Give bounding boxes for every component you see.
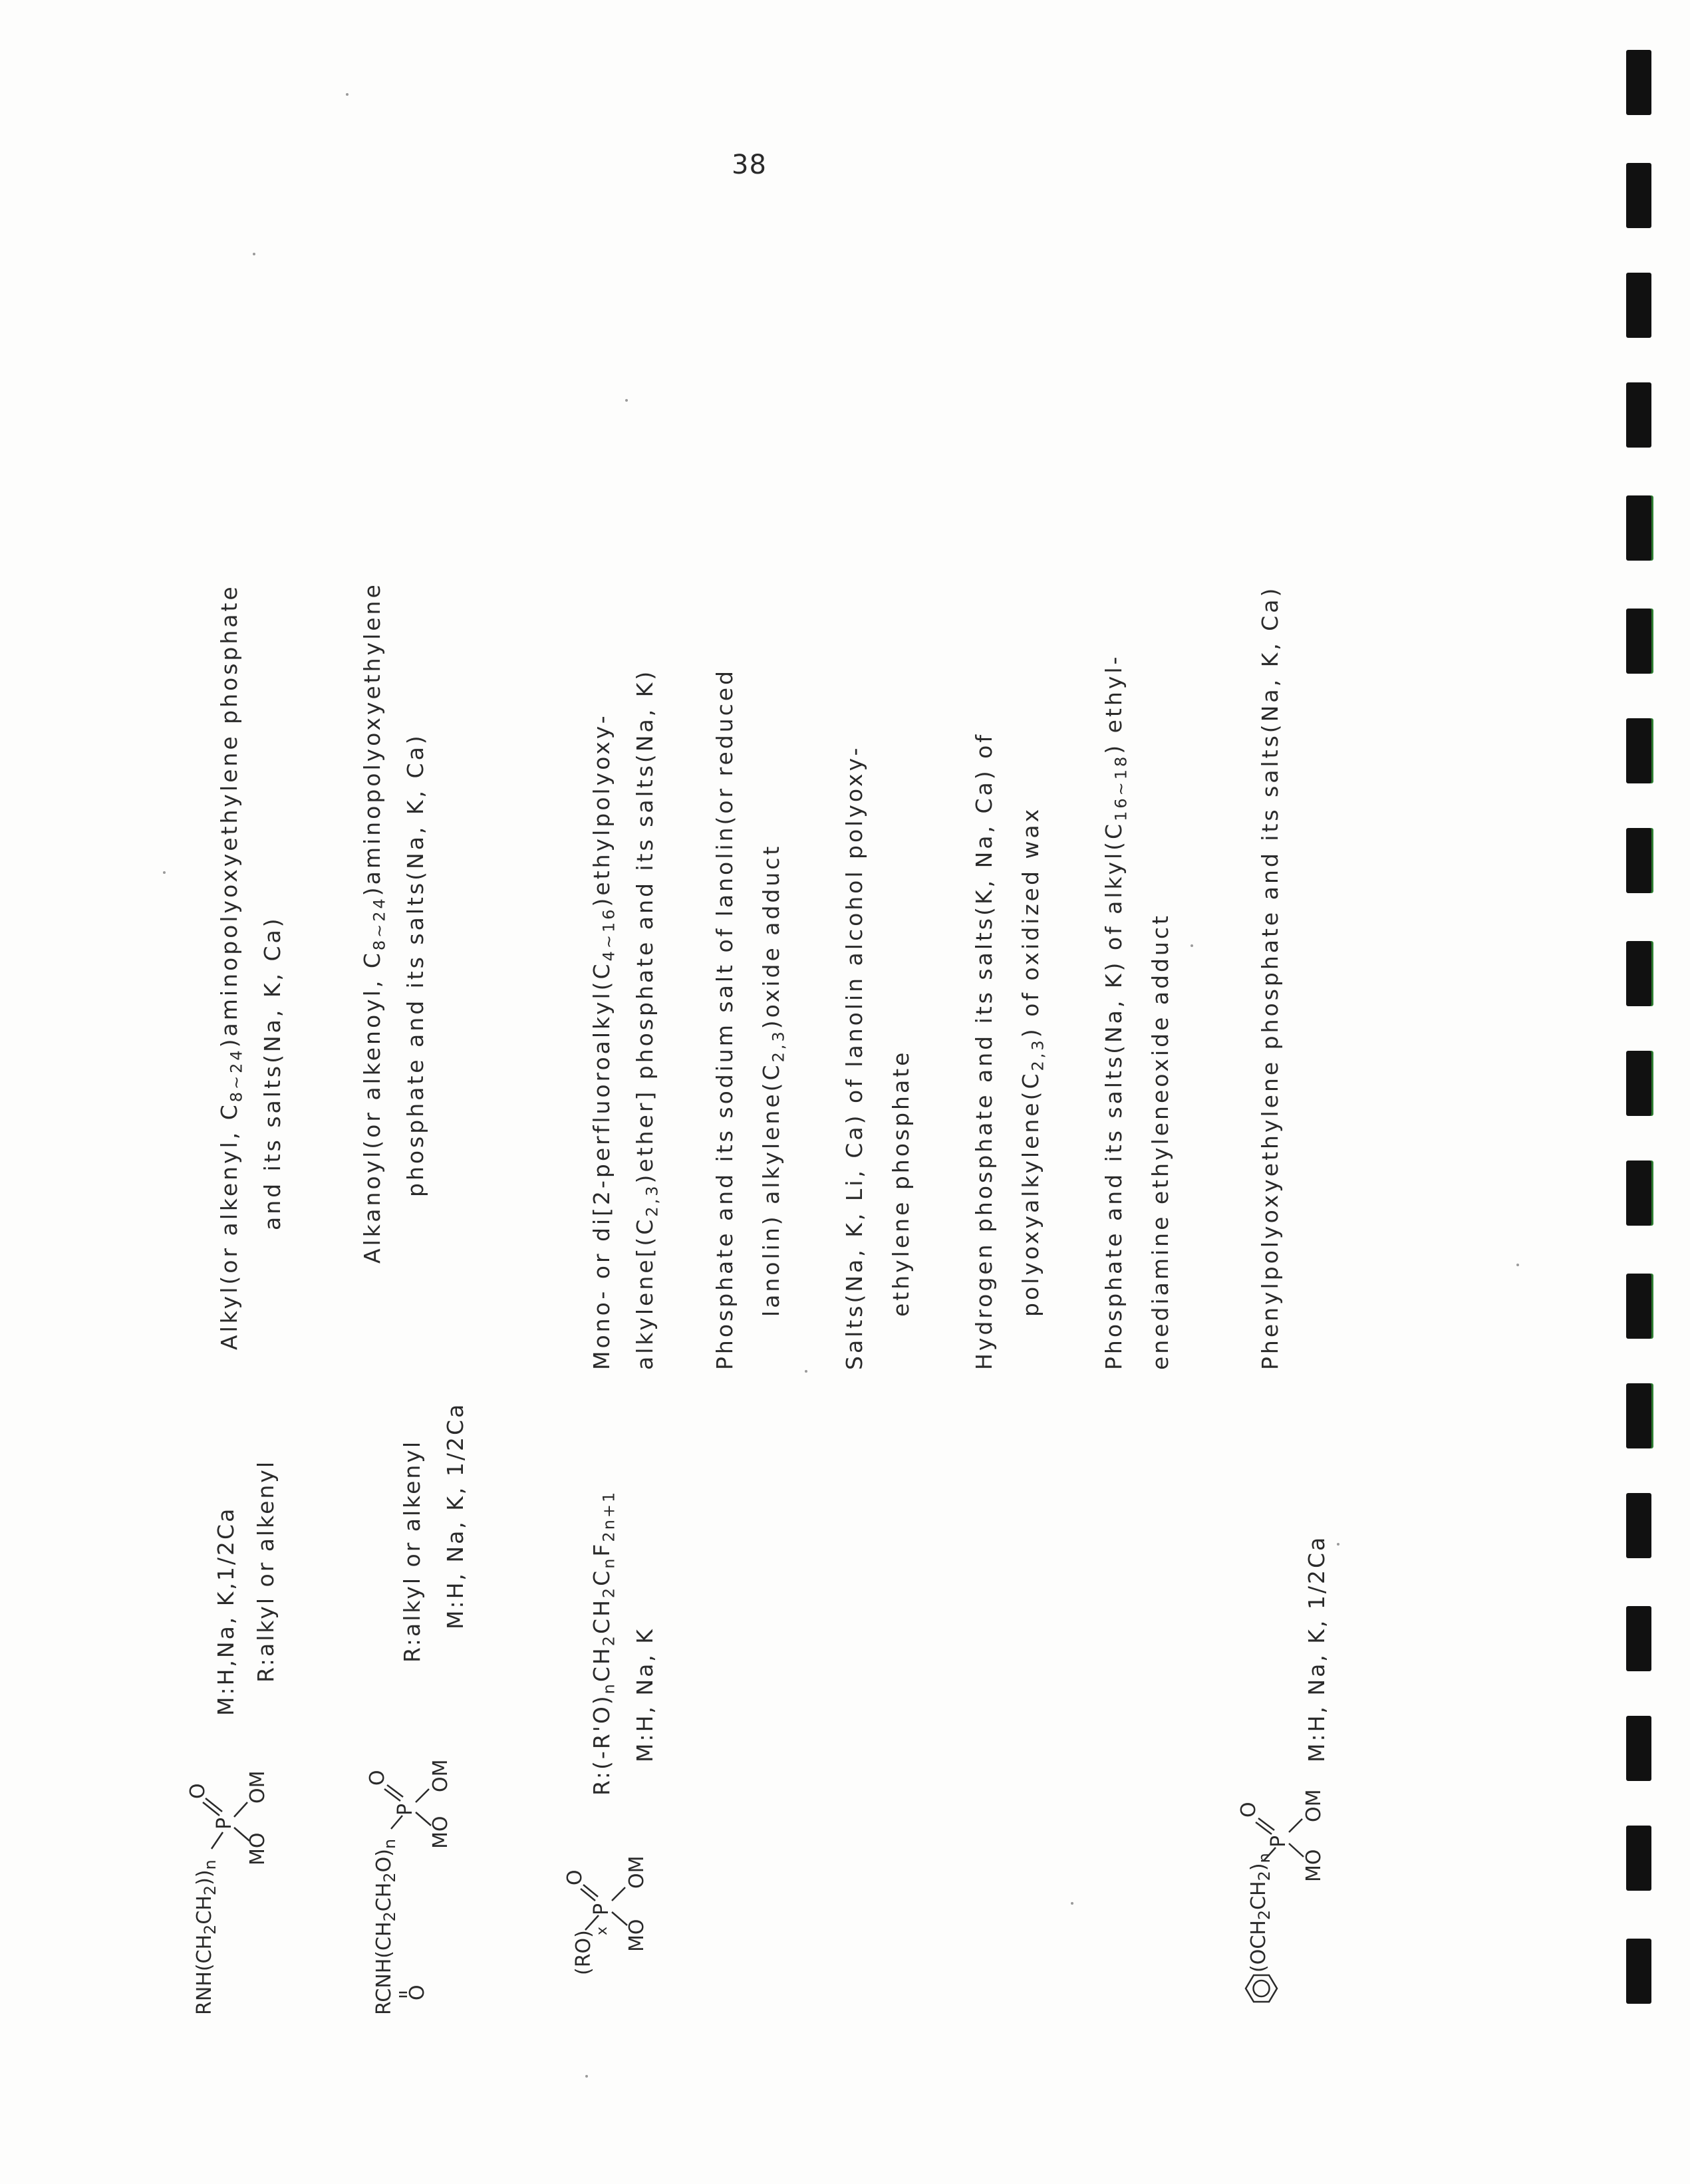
scan-speck	[1516, 1264, 1519, 1266]
binder-holes	[1626, 50, 1653, 2058]
binder-hole	[1626, 718, 1651, 783]
title-line: Alkanoyl(or alkenoyl, $C_{8\sim 24})aminopolyoxyethylene$	[359, 582, 389, 1264]
title-line: $alkylene[(C_{2,3})ether]$ phosphate and its salts(Na, K)	[632, 668, 662, 1370]
mo-group: MO	[246, 1832, 269, 1865]
title-line: lanolin) $alkylene(C_{2,3})oxide$ adduct	[758, 843, 788, 1317]
title-line: Mono- or $di[2-perfluoroalkyl(C_{4\sim 16})ethylpolyoxy-$	[589, 713, 619, 1370]
entry-alkanoyl-aminopolyoxyethylene-phosphate	[359, 552, 565, 2015]
om-group: OM	[246, 1770, 269, 1804]
condition-line: $R:(-R'O)_nCH_2CH_2C_nF_{2n+1}$	[589, 1490, 619, 1796]
phosphorus-atom: P	[1267, 1835, 1290, 1847]
om-group: OM	[429, 1759, 452, 1792]
scan-speck	[163, 871, 166, 874]
formula-chain: $RCNH(CH_2CH_2O)_n$	[372, 1838, 399, 2015]
title-line: $polyoxyalkylene(C_{2,3})$ of oxidized wax	[1018, 806, 1048, 1317]
om-group: OM	[1302, 1789, 1326, 1822]
scan-speck	[625, 399, 628, 402]
entry-phenylpolyoxyethylene-phosphate	[1237, 552, 1437, 2015]
scan-speck	[805, 1370, 807, 1373]
title-line: phosphate and its salts(Na, K, Ca)	[402, 733, 428, 1197]
condition-line: R:alkyl or alkenyl	[253, 1459, 279, 1683]
binder-hole	[1626, 382, 1651, 448]
binder-hole	[1626, 609, 1651, 674]
formula-chain: $(OCH_2CH_2)_n$	[1247, 1853, 1274, 1973]
binder-hole	[1626, 273, 1651, 338]
title-line: Salts(Na, K, Li, Ca) of lanolin alcohol polyoxy-	[841, 745, 867, 1370]
title-line: Phenylpolyoxyethylene phosphate and its salts(Na, K, Ca)	[1257, 585, 1283, 1370]
binder-hole	[1626, 1274, 1651, 1339]
phosphate-bonds	[186, 1776, 279, 2015]
condition-line: M:H,Na, K,1/2Ca	[213, 1506, 239, 1716]
oxygen-atom: O	[186, 1783, 210, 1799]
scan-speck	[1337, 1543, 1339, 1546]
title-line: Phosphate and its salts(Na, K) of $alkyl(C_{16\sim 18})$ ethyl-	[1101, 654, 1131, 1370]
x-subscript: x	[594, 1926, 611, 1935]
formula-chain: $RNH(CH_2CH_2))_n$	[193, 1859, 219, 2015]
title-line: ethylene phosphate	[888, 1049, 914, 1317]
phosphorus-atom: P	[590, 1903, 613, 1915]
scan-speck	[1071, 1902, 1073, 1905]
scan-speck	[253, 253, 255, 255]
title-line: enediamine ethyleneoxide adduct	[1147, 913, 1173, 1370]
phosphorus-atom: P	[394, 1803, 417, 1816]
formula-prefix: (RO)	[572, 1930, 595, 1975]
binder-hole	[1626, 1606, 1651, 1671]
om-group: OM	[625, 1855, 648, 1889]
scan-speck	[346, 93, 349, 96]
binder-hole	[1626, 1939, 1651, 2004]
oxygen-atom: O	[366, 1770, 389, 1786]
oxygen-atom: O	[1237, 1802, 1260, 1818]
title-line: Hydrogen phosphate and its salts(K, Na, Ca) of	[971, 732, 997, 1370]
binder-hole	[1626, 828, 1651, 893]
structure-formula	[366, 1759, 565, 2015]
binder-hole	[1626, 1826, 1651, 1891]
title-line: Phosphate and its sodium salt of lanolin(or reduced	[712, 668, 738, 1370]
title-line: and its salts(Na, K, Ca)	[259, 916, 285, 1230]
binder-hole	[1626, 50, 1651, 115]
structure-formula	[186, 1770, 386, 2015]
phosphate-bonds	[562, 1776, 655, 2015]
condition-line: M:H, Na, K, 1/2Ca	[1304, 1535, 1330, 1762]
title-line: Alkyl(or alkenyl, $C_{8\sim 24})aminopolyoxyethylene$ phosphate	[216, 584, 246, 1350]
binder-hole	[1626, 495, 1651, 561]
carbonyl-oxygen: O	[406, 1984, 429, 2000]
binder-hole	[1626, 1716, 1651, 1781]
condition-line: R:alkyl or alkenyl	[399, 1439, 425, 1663]
binder-hole	[1626, 941, 1651, 1006]
oxygen-atom: O	[563, 1869, 587, 1885]
binder-hole	[1626, 1160, 1651, 1226]
mo-group: MO	[429, 1816, 452, 1849]
binder-hole	[1626, 1051, 1651, 1116]
structure-formula	[1237, 1776, 1437, 2015]
scan-speck	[585, 2075, 588, 2078]
page-number: 38	[732, 150, 767, 180]
condition-line: M:H, Na, K, 1/2Ca	[442, 1402, 468, 1629]
condition-line: M:H, Na, K	[632, 1627, 658, 1762]
binder-hole	[1626, 163, 1651, 228]
binder-hole	[1626, 1493, 1651, 1558]
mo-group: MO	[1302, 1849, 1326, 1882]
phosphorus-atom: P	[213, 1817, 236, 1830]
scan-speck	[1191, 944, 1193, 947]
mo-group: MO	[625, 1919, 648, 1952]
entry-alkyl-aminopolyoxyethylene-phosphate	[186, 552, 386, 2015]
binder-hole	[1626, 1383, 1651, 1448]
rotated-content	[186, 552, 1450, 2015]
